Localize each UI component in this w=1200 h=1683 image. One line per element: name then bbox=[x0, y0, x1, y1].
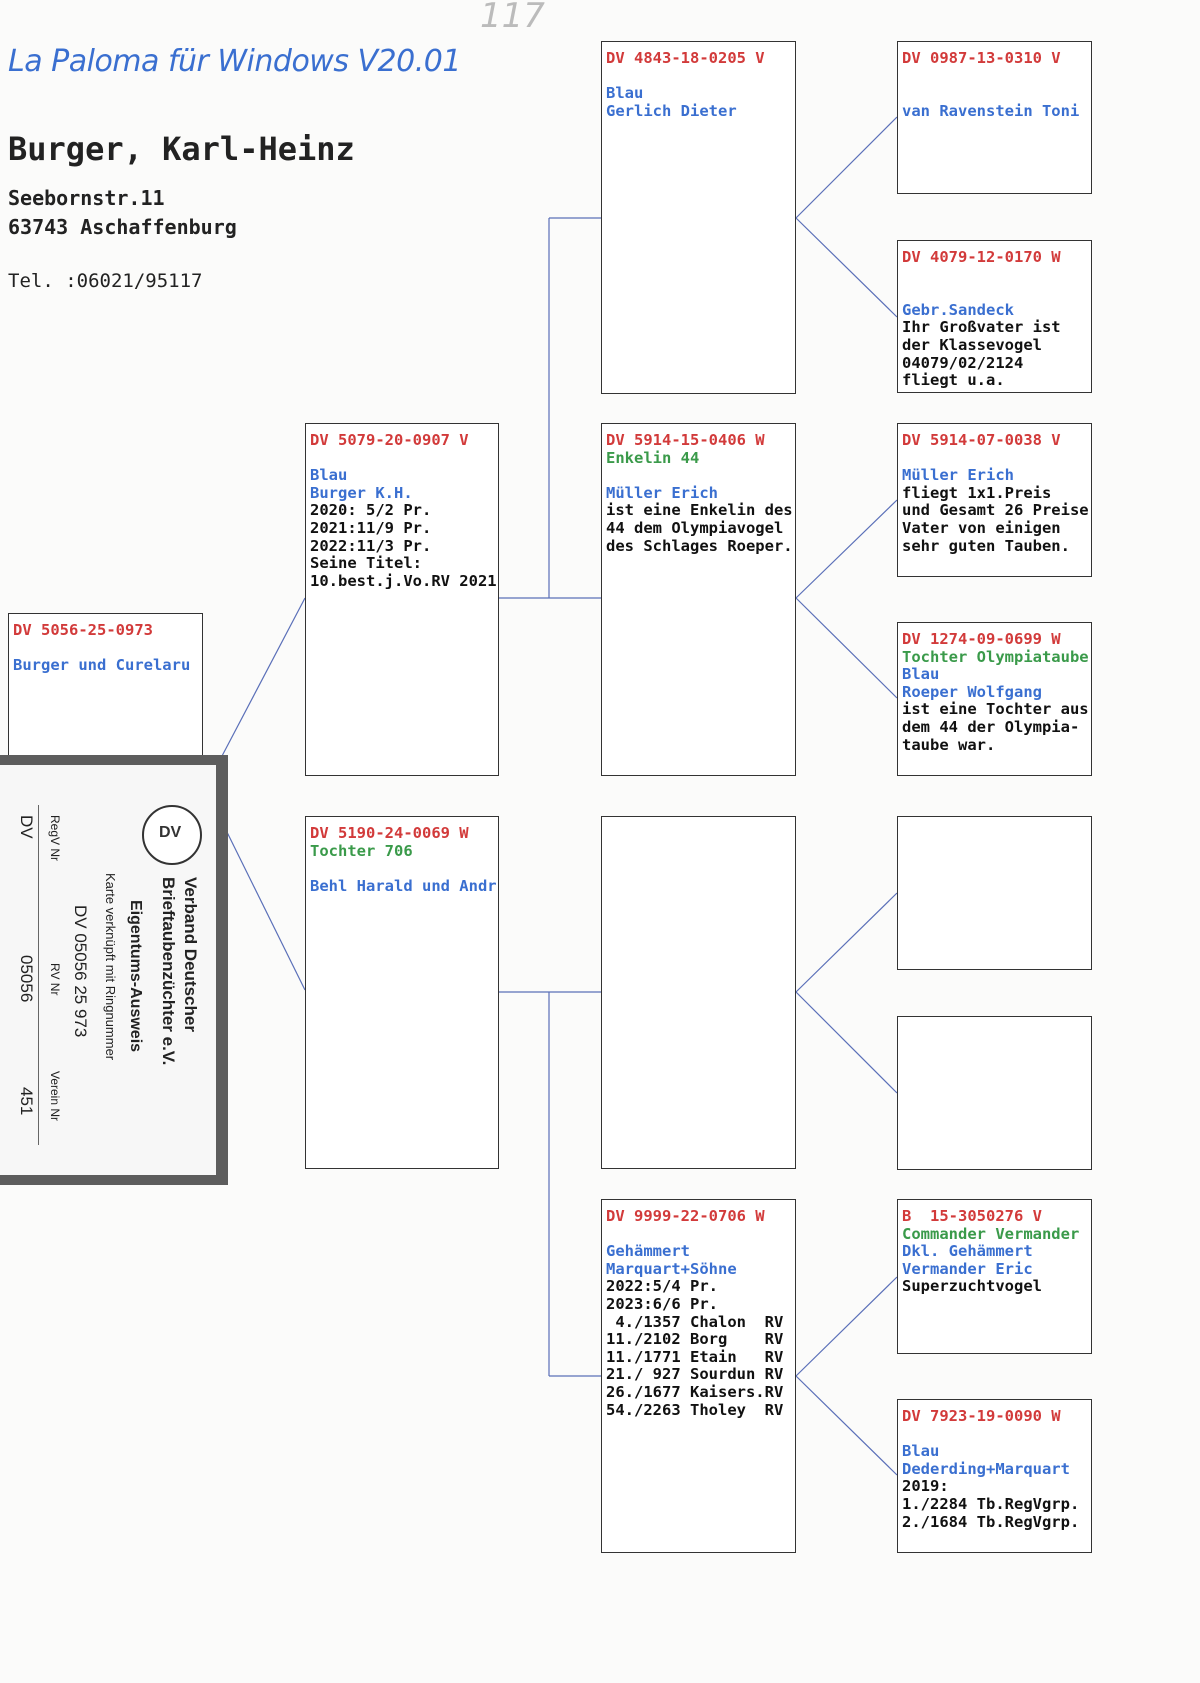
ownership-card-inner bbox=[0, 765, 216, 1175]
software-title: La Paloma für Windows V20.01 bbox=[8, 44, 461, 79]
mm-color: Gehämmert bbox=[606, 1242, 690, 1261]
fmf-info-line: und Gesamt 26 Preise bbox=[902, 501, 1089, 520]
card-val-regv: DV bbox=[17, 815, 36, 839]
paternal-grandfather-box bbox=[601, 41, 796, 394]
mm-info-line: 11./1771 Etain RV bbox=[606, 1347, 784, 1366]
mother-breeder: Behl Harald und Andr bbox=[310, 876, 497, 895]
father-info-line: 2022:11/3 Pr. bbox=[310, 536, 432, 555]
mm-breeder: Marquart+Söhne bbox=[606, 1259, 737, 1278]
ffm-info-line: fliegt u.a. bbox=[902, 371, 1005, 390]
owner-city: 63743 Aschaffenburg bbox=[8, 215, 237, 239]
fm-info-line: ist eine Enkelin des bbox=[606, 501, 793, 520]
father-color: Blau bbox=[310, 466, 348, 485]
mmf-color: Dkl. Gehämmert bbox=[902, 1242, 1033, 1261]
mm-info-line: 11./2102 Borg RV bbox=[606, 1330, 784, 1349]
card-col-verein: Verein Nr bbox=[48, 1071, 62, 1122]
ffm-info-line: der Klassevogel bbox=[902, 335, 1042, 354]
fm-info-line: 44 dem Olympiavogel bbox=[606, 518, 784, 537]
ffm-info-line: Ihr Großvater ist bbox=[902, 318, 1061, 337]
mmm-info-line: 2019: bbox=[902, 1477, 949, 1496]
card-subtitle: Karte verknüpft mit Ringnummer bbox=[103, 873, 118, 1061]
owner-phone: Tel. :06021/95117 bbox=[8, 270, 203, 292]
ff-breeder: Gerlich Dieter bbox=[606, 101, 737, 120]
mm-info-line: 2023:6/6 Pr. bbox=[606, 1294, 718, 1313]
mm-info-line: 54./2263 Tholey RV bbox=[606, 1400, 784, 1419]
fmf-info-line: sehr guten Tauben. bbox=[902, 536, 1070, 555]
owner-name: Burger, Karl-Heinz bbox=[8, 130, 355, 168]
mmf-breeder: Vermander Eric bbox=[902, 1259, 1033, 1278]
father-ring: DV 5079-20-0907 V bbox=[310, 431, 469, 449]
mfm-box bbox=[897, 1016, 1092, 1170]
fff-box bbox=[897, 41, 1092, 194]
fmm-info-line: dem 44 der Olympia- bbox=[902, 717, 1080, 736]
fmf-ring: DV 5914-07-0038 V bbox=[902, 431, 1061, 449]
mm-ring: DV 9999-22-0706 W bbox=[606, 1207, 765, 1225]
mm-info-line: 21./ 927 Sourdun RV bbox=[606, 1365, 784, 1384]
mmf-box bbox=[897, 1199, 1092, 1354]
card-col-rv: RV Nr bbox=[48, 963, 62, 996]
fmm-info-line: ist eine Tochter aus bbox=[902, 700, 1089, 719]
fm-breeder: Müller Erich bbox=[606, 483, 718, 502]
fm-ring: DV 5914-15-0406 W bbox=[606, 431, 765, 449]
mother-box bbox=[305, 816, 499, 1169]
fff-ring: DV 0987-13-0310 V bbox=[902, 49, 1061, 67]
fmf-breeder: Müller Erich bbox=[902, 466, 1014, 485]
card-title: Eigentums-Ausweis bbox=[127, 900, 144, 1053]
subject-pigeon-box bbox=[8, 613, 203, 765]
mmm-breeder: Dederding+Marquart bbox=[902, 1459, 1070, 1478]
fm-note: Enkelin 44 bbox=[606, 448, 700, 467]
father-info-line: Seine Titel: bbox=[310, 554, 422, 573]
fmf-box bbox=[897, 423, 1092, 577]
paternal-grandmother-box bbox=[601, 423, 796, 776]
ffm-box bbox=[897, 240, 1092, 393]
fm-info-line: des Schlages Roeper. bbox=[606, 536, 793, 555]
mmm-color: Blau bbox=[902, 1442, 940, 1461]
fmm-breeder: Roeper Wolfgang bbox=[902, 682, 1042, 701]
father-info-line: 10.best.j.Vo.RV 2021 bbox=[310, 571, 497, 590]
fmm-box bbox=[897, 622, 1092, 776]
mm-info-line: 2022:5/4 Pr. bbox=[606, 1277, 718, 1296]
father-box bbox=[305, 423, 499, 776]
mother-note: Tochter 706 bbox=[310, 841, 413, 860]
card-org-line2: Brieftaubenzüchter e.V. bbox=[159, 877, 178, 1066]
father-breeder: Burger K.H. bbox=[310, 483, 413, 502]
ff-color: Blau bbox=[606, 84, 644, 103]
fmf-info-line: Vater von einigen bbox=[902, 518, 1061, 537]
fmm-color: Blau bbox=[902, 665, 940, 684]
ownership-card bbox=[0, 755, 228, 1185]
mmm-info-line: 2./1684 Tb.RegVgrp. bbox=[902, 1512, 1080, 1531]
fff-breeder: van Ravenstein Toni bbox=[902, 101, 1080, 120]
father-info-line: 2021:11/9 Pr. bbox=[310, 518, 432, 537]
mmf-note: Commander Vermander bbox=[902, 1224, 1080, 1243]
card-divider bbox=[38, 805, 39, 1145]
mmf-ring: B 15-3050276 V bbox=[902, 1207, 1042, 1225]
mother-ring: DV 5190-24-0069 W bbox=[310, 824, 469, 842]
page-number: 117 bbox=[480, 0, 545, 36]
card-org-line1: Verband Deutscher bbox=[181, 877, 200, 1032]
mff-box bbox=[897, 816, 1092, 970]
vdb-logo-icon: DV bbox=[142, 805, 202, 865]
fmm-info-line: taube war. bbox=[902, 735, 996, 754]
fmm-ring: DV 1274-09-0699 W bbox=[902, 630, 1061, 648]
ffm-info-line: 04079/02/2124 bbox=[902, 353, 1024, 372]
ff-ring: DV 4843-18-0205 V bbox=[606, 49, 765, 67]
card-ring-number: DV 05056 25 973 bbox=[71, 905, 90, 1038]
fmf-info-line: fliegt 1x1.Preis bbox=[902, 483, 1052, 502]
mmm-box bbox=[897, 1399, 1092, 1553]
card-val-rv: 05056 bbox=[17, 955, 36, 1003]
subject-breeder: Burger und Curelaru bbox=[13, 656, 191, 675]
mmm-ring: DV 7923-19-0090 W bbox=[902, 1407, 1061, 1425]
ffm-ring: DV 4079-12-0170 W bbox=[902, 248, 1061, 266]
owner-street: Seebornstr.11 bbox=[8, 186, 165, 210]
mm-info-line: 4./1357 Chalon RV bbox=[606, 1312, 784, 1331]
father-info-line: 2020: 5/2 Pr. bbox=[310, 501, 432, 520]
maternal-grandfather-box bbox=[601, 816, 796, 1169]
maternal-grandmother-box bbox=[601, 1199, 796, 1553]
fmm-note: Tochter Olympiataube bbox=[902, 647, 1089, 666]
mmm-info-line: 1./2284 Tb.RegVgrp. bbox=[902, 1494, 1080, 1513]
mm-info-line: 26./1677 Kaisers.RV bbox=[606, 1382, 784, 1401]
mmf-info-line: Superzuchtvogel bbox=[902, 1277, 1042, 1296]
subject-ring: DV 5056-25-0973 bbox=[13, 621, 153, 639]
card-col-regv: RegV Nr bbox=[48, 815, 62, 862]
card-val-verein: 451 bbox=[17, 1087, 36, 1116]
ffm-breeder: Gebr.Sandeck bbox=[902, 300, 1014, 319]
